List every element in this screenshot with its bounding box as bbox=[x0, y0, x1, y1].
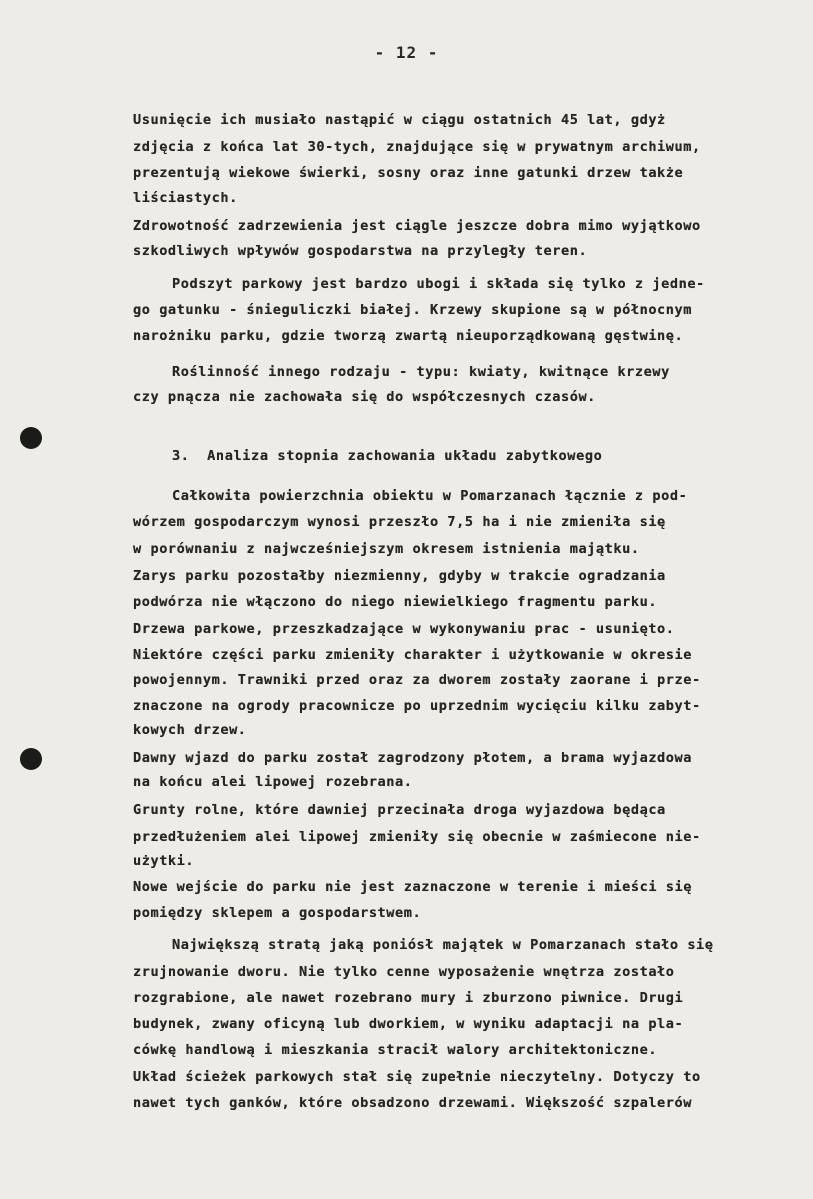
punch-hole-bottom bbox=[20, 748, 42, 770]
paragraph-1-line: prezentują wiekowe świerki, sosny oraz inne gatunki drzew także bbox=[133, 165, 684, 181]
paragraph-4-line: użytki. bbox=[133, 853, 195, 869]
paragraph-4-line: Zarys parku pozostałby niezmienny, gdyby w trakcie ogradzania bbox=[133, 568, 666, 584]
paragraph-4-line: wórzem gospodarczym wynosi przeszło 7,5 ha i nie zmieniła się bbox=[133, 514, 666, 530]
paragraph-4-line: Nowe wejście do parku nie jest zaznaczone w terenie i mieści się bbox=[133, 879, 692, 895]
paragraph-5-line: Największą stratą jaką poniósł majątek w Pomarzanach stało się bbox=[172, 937, 714, 953]
paragraph-3-line: Roślinność innego rodzaju - typu: kwiaty, kwitnące krzewy bbox=[172, 364, 670, 380]
punch-hole-top bbox=[20, 427, 42, 449]
paragraph-4-line: powojennym. Trawniki przed oraz za dworem zostały zaorane i prze- bbox=[133, 672, 701, 688]
paragraph-1-line: liściastych. bbox=[133, 190, 238, 206]
paragraph-4-line: Całkowita powierzchnia obiektu w Pomarzanach łącznie z pod- bbox=[172, 488, 688, 504]
paragraph-4-line: podwórza nie włączono do niego niewielkiego fragmentu parku. bbox=[133, 594, 658, 610]
paragraph-5-line: rozgrabione, ale nawet rozebrano mury i zburzono piwnice. Drugi bbox=[133, 990, 684, 1006]
paragraph-2-line: go gatunku - śnieguliczki białej. Krzewy skupione są w północnym bbox=[133, 302, 692, 318]
paragraph-2-line: Podszyt parkowy jest bardzo ubogi i składa się tylko z jedne- bbox=[172, 276, 705, 292]
paragraph-4-line: Dawny wjazd do parku został zagrodzony płotem, a brama wyjazdowa bbox=[133, 750, 692, 766]
paragraph-5-line: cówkę handlową i mieszkania stracił walory architektoniczne. bbox=[133, 1042, 658, 1058]
paragraph-4-line: Drzewa parkowe, przeszkadzające w wykonywaniu prac - usunięto. bbox=[133, 621, 675, 637]
paragraph-4-line: kowych drzew. bbox=[133, 722, 247, 738]
paragraph-5-line: Układ ścieżek parkowych stał się zupełnie nieczytelny. Dotyczy to bbox=[133, 1069, 701, 1085]
paragraph-1-line: szkodliwych wpływów gospodarstwa na przyległy teren. bbox=[133, 243, 588, 259]
paragraph-4-line: przedłużeniem alei lipowej zmieniły się obecnie w zaśmiecone nie- bbox=[133, 829, 701, 845]
paragraph-2-line: narożniku parku, gdzie tworzą zwartą nieuporządkowaną gęstwinę. bbox=[133, 328, 684, 344]
paragraph-4-line: Grunty rolne, które dawniej przecinała droga wyjazdowa będąca bbox=[133, 802, 666, 818]
paragraph-5-line: budynek, zwany oficyną lub dworkiem, w wyniku adaptacji na pla- bbox=[133, 1016, 684, 1032]
paragraph-4-line: Niektóre części parku zmieniły charakter i użytkowanie w okresie bbox=[133, 647, 692, 663]
paragraph-1-line: zdjęcia z końca lat 30-tych, znajdujące się w prywatnym archiwum, bbox=[133, 139, 701, 155]
paragraph-4-line: pomiędzy sklepem a gospodarstwem. bbox=[133, 905, 422, 921]
section-heading: 3. Analiza stopnia zachowania układu zabytkowego bbox=[172, 448, 603, 464]
paragraph-4-line: znaczone na ogrody pracownicze po uprzednim wycięciu kilku zabyt- bbox=[133, 698, 701, 714]
paragraph-4-line: na końcu alei lipowej rozebrana. bbox=[133, 774, 413, 790]
paragraph-5-line: nawet tych ganków, które obsadzono drzewami. Większość szpalerów bbox=[133, 1095, 692, 1111]
paragraph-1-line: Usunięcie ich musiało nastąpić w ciągu ostatnich 45 lat, gdyż bbox=[133, 112, 666, 128]
paragraph-4-line: w porównaniu z najwcześniejszym okresem istnienia majątku. bbox=[133, 541, 640, 557]
paragraph-1-line: Zdrowotność zadrzewienia jest ciągle jeszcze dobra mimo wyjątkowo bbox=[133, 218, 701, 234]
paragraph-3-line: czy pnącza nie zachowała się do współczesnych czasów. bbox=[133, 389, 596, 405]
page-number: - 12 - bbox=[374, 43, 439, 62]
paragraph-5-line: zrujnowanie dworu. Nie tylko cenne wyposażenie wnętrza zostało bbox=[133, 964, 675, 980]
